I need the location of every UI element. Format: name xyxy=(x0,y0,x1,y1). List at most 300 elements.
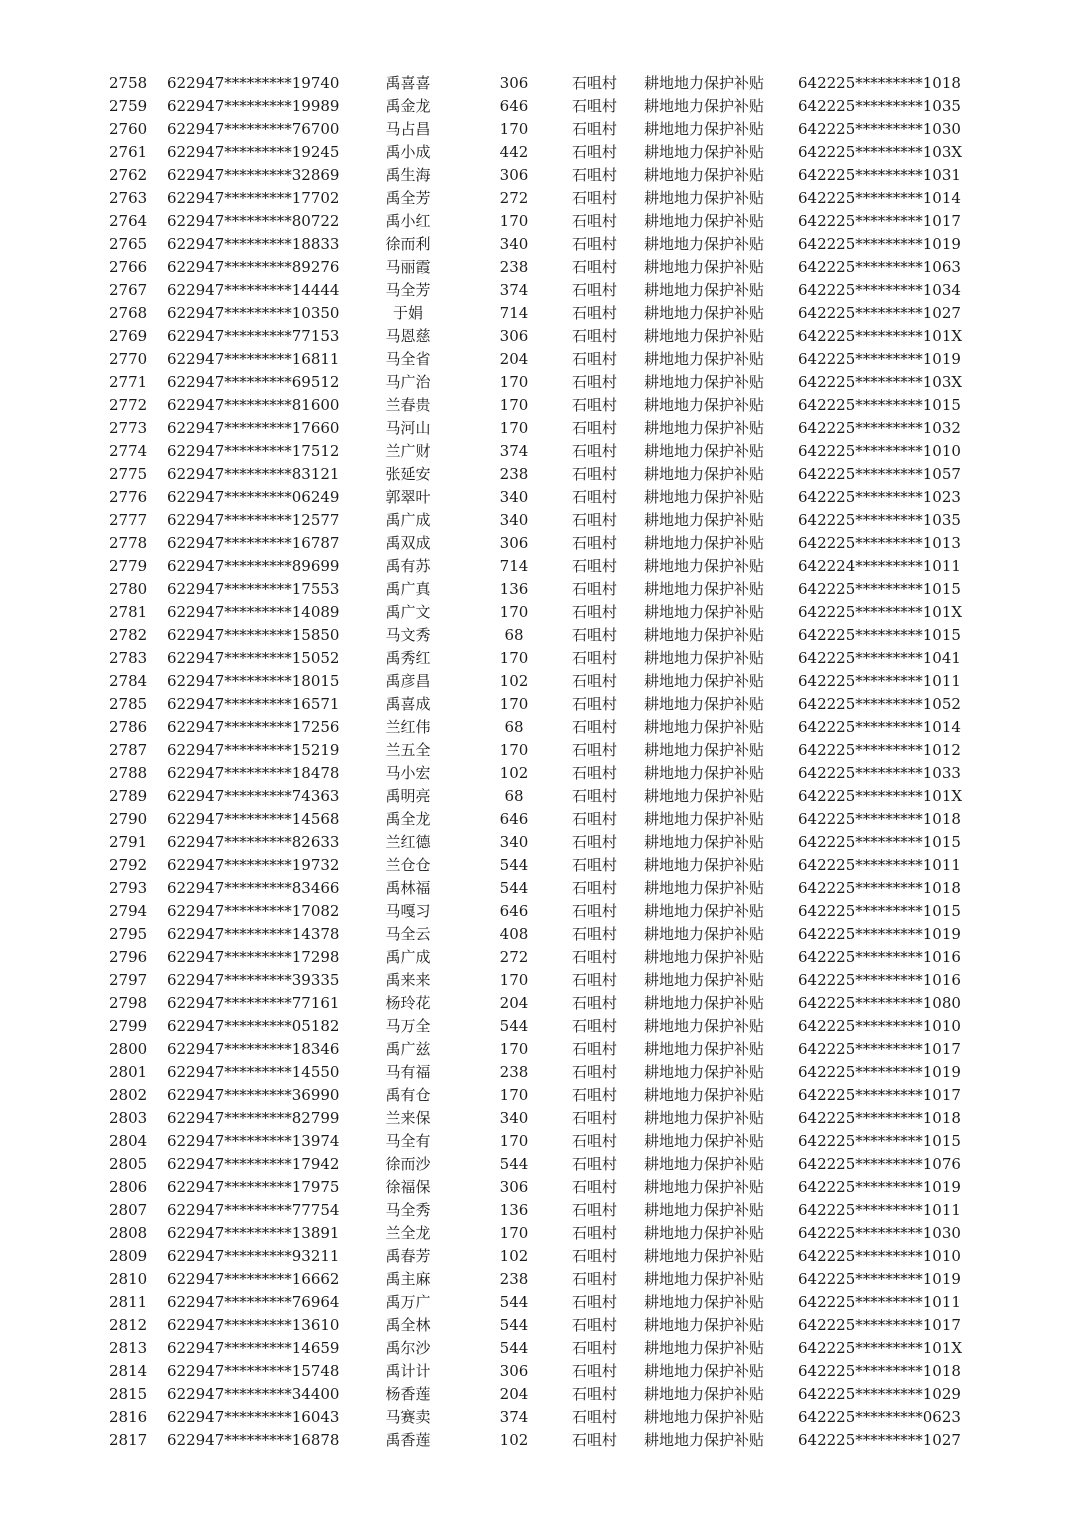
bank-account-number: 622947*********17942 xyxy=(167,1155,340,1173)
bank-account-number: 622947*********83121 xyxy=(167,465,340,483)
table-row xyxy=(0,1429,1074,1452)
subsidy-amount: 544 xyxy=(499,1339,529,1357)
row-number: 2762 xyxy=(109,166,148,184)
recipient-name: 禹秀红 xyxy=(385,649,431,667)
row-number: 2778 xyxy=(109,534,148,552)
recipient-name: 禹香莲 xyxy=(385,1431,431,1449)
recipient-name: 禹喜成 xyxy=(385,695,431,713)
row-number: 2789 xyxy=(109,787,148,805)
subsidy-type: 耕地地力保护补贴 xyxy=(644,557,765,575)
row-number: 2800 xyxy=(109,1040,148,1058)
village-name: 石咀村 xyxy=(572,189,618,207)
village-name: 石咀村 xyxy=(572,74,618,92)
bank-account-number: 622947*********14378 xyxy=(167,925,340,943)
subsidy-amount: 646 xyxy=(499,810,529,828)
recipient-name: 兰来保 xyxy=(385,1109,431,1127)
row-number: 2775 xyxy=(109,465,148,483)
row-number: 2809 xyxy=(109,1247,148,1265)
bank-account-number: 622947*********77754 xyxy=(167,1201,340,1219)
table-row xyxy=(0,762,1074,785)
row-number: 2786 xyxy=(109,718,148,736)
subsidy-amount: 204 xyxy=(499,994,529,1012)
bank-account-number: 622947*********14550 xyxy=(167,1063,340,1081)
table-row xyxy=(0,647,1074,670)
village-name: 石咀村 xyxy=(572,97,618,115)
village-name: 石咀村 xyxy=(572,304,618,322)
subsidy-type: 耕地地力保护补贴 xyxy=(644,718,765,736)
table-row xyxy=(0,555,1074,578)
subsidy-amount: 340 xyxy=(499,511,529,529)
village-name: 石咀村 xyxy=(572,1431,618,1449)
recipient-name: 马全云 xyxy=(385,925,431,943)
village-name: 石咀村 xyxy=(572,281,618,299)
id-card-number: 642225*********103X xyxy=(798,373,963,391)
village-name: 石咀村 xyxy=(572,1293,618,1311)
id-card-number: 642225*********1041 xyxy=(798,649,961,667)
village-name: 石咀村 xyxy=(572,626,618,644)
id-card-number: 642225*********0623 xyxy=(798,1408,961,1426)
id-card-number: 642225*********1019 xyxy=(798,925,961,943)
subsidy-type: 耕地地力保护补贴 xyxy=(644,1040,765,1058)
row-number: 2767 xyxy=(109,281,148,299)
row-number: 2813 xyxy=(109,1339,148,1357)
recipient-name: 禹尔沙 xyxy=(385,1339,431,1357)
subsidy-amount: 544 xyxy=(499,1155,529,1173)
subsidy-type: 耕地地力保护补贴 xyxy=(644,1109,765,1127)
table-row xyxy=(0,693,1074,716)
row-number: 2801 xyxy=(109,1063,148,1081)
table-row xyxy=(0,877,1074,900)
recipient-name: 马恩慈 xyxy=(385,327,431,345)
village-name: 石咀村 xyxy=(572,902,618,920)
id-card-number: 642225*********1018 xyxy=(798,810,961,828)
bank-account-number: 622947*********13610 xyxy=(167,1316,340,1334)
village-name: 石咀村 xyxy=(572,1385,618,1403)
village-name: 石咀村 xyxy=(572,442,618,460)
table-row xyxy=(0,831,1074,854)
id-card-number: 642225*********1019 xyxy=(798,1178,961,1196)
row-number: 2807 xyxy=(109,1201,148,1219)
id-card-number: 642225*********1080 xyxy=(798,994,961,1012)
recipient-name: 禹广真 xyxy=(385,580,431,598)
bank-account-number: 622947*********17702 xyxy=(167,189,340,207)
subsidy-amount: 68 xyxy=(504,787,524,805)
table-row xyxy=(0,854,1074,877)
subsidy-type: 耕地地力保护补贴 xyxy=(644,281,765,299)
row-number: 2808 xyxy=(109,1224,148,1242)
recipient-name: 杨香莲 xyxy=(385,1385,431,1403)
subsidy-amount: 170 xyxy=(499,212,529,230)
subsidy-type: 耕地地力保护补贴 xyxy=(644,1339,765,1357)
subsidy-amount: 306 xyxy=(499,1178,529,1196)
table-row xyxy=(0,164,1074,187)
village-name: 石咀村 xyxy=(572,235,618,253)
bank-account-number: 622947*********18346 xyxy=(167,1040,340,1058)
subsidy-amount: 136 xyxy=(499,580,529,598)
row-number: 2759 xyxy=(109,97,148,115)
bank-account-number: 622947*********16662 xyxy=(167,1270,340,1288)
subsidy-type: 耕地地力保护补贴 xyxy=(644,672,765,690)
recipient-name: 禹全芳 xyxy=(385,189,431,207)
bank-account-number: 622947*********14444 xyxy=(167,281,340,299)
village-name: 石咀村 xyxy=(572,1339,618,1357)
id-card-number: 642225*********103X xyxy=(798,143,963,161)
village-name: 石咀村 xyxy=(572,419,618,437)
id-card-number: 642225*********1035 xyxy=(798,511,961,529)
subsidy-table xyxy=(0,72,1074,1452)
bank-account-number: 622947*********80722 xyxy=(167,212,340,230)
recipient-name: 马河山 xyxy=(385,419,431,437)
recipient-name: 于娟 xyxy=(392,304,423,322)
recipient-name: 兰五全 xyxy=(385,741,431,759)
bank-account-number: 622947*********19245 xyxy=(167,143,340,161)
subsidy-type: 耕地地力保护补贴 xyxy=(644,419,765,437)
table-row xyxy=(0,1337,1074,1360)
bank-account-number: 622947*********18015 xyxy=(167,672,340,690)
subsidy-type: 耕地地力保护补贴 xyxy=(644,787,765,805)
village-name: 石咀村 xyxy=(572,718,618,736)
subsidy-amount: 204 xyxy=(499,350,529,368)
subsidy-type: 耕地地力保护补贴 xyxy=(644,833,765,851)
subsidy-amount: 102 xyxy=(499,1431,529,1449)
recipient-name: 徐而利 xyxy=(385,235,431,253)
table-row xyxy=(0,1084,1074,1107)
recipient-name: 兰广财 xyxy=(385,442,431,460)
subsidy-amount: 714 xyxy=(499,304,529,322)
row-number: 2795 xyxy=(109,925,148,943)
village-name: 石咀村 xyxy=(572,948,618,966)
village-name: 石咀村 xyxy=(572,350,618,368)
recipient-name: 禹计计 xyxy=(385,1362,431,1380)
subsidy-amount: 238 xyxy=(499,465,529,483)
id-card-number: 642225*********101X xyxy=(798,327,963,345)
row-number: 2782 xyxy=(109,626,148,644)
id-card-number: 642225*********1030 xyxy=(798,120,961,138)
subsidy-amount: 170 xyxy=(499,1086,529,1104)
table-row xyxy=(0,716,1074,739)
bank-account-number: 622947*********18478 xyxy=(167,764,340,782)
recipient-name: 兰仓仓 xyxy=(385,856,431,874)
row-number: 2766 xyxy=(109,258,148,276)
bank-account-number: 622947*********17512 xyxy=(167,442,340,460)
row-number: 2780 xyxy=(109,580,148,598)
id-card-number: 642225*********1018 xyxy=(798,879,961,897)
id-card-number: 642225*********101X xyxy=(798,603,963,621)
recipient-name: 禹有仓 xyxy=(385,1086,431,1104)
row-number: 2804 xyxy=(109,1132,148,1150)
subsidy-amount: 170 xyxy=(499,695,529,713)
subsidy-amount: 544 xyxy=(499,879,529,897)
subsidy-amount: 374 xyxy=(499,1408,529,1426)
table-row xyxy=(0,923,1074,946)
subsidy-type: 耕地地力保护补贴 xyxy=(644,1086,765,1104)
id-card-number: 642225*********1052 xyxy=(798,695,961,713)
subsidy-amount: 340 xyxy=(499,1109,529,1127)
row-number: 2798 xyxy=(109,994,148,1012)
subsidy-amount: 544 xyxy=(499,1316,529,1334)
recipient-name: 马文秀 xyxy=(385,626,431,644)
row-number: 2776 xyxy=(109,488,148,506)
recipient-name: 马小宏 xyxy=(385,764,431,782)
id-card-number: 642225*********1015 xyxy=(798,396,961,414)
row-number: 2783 xyxy=(109,649,148,667)
village-name: 石咀村 xyxy=(572,557,618,575)
subsidy-amount: 374 xyxy=(499,442,529,460)
bank-account-number: 622947*********69512 xyxy=(167,373,340,391)
id-card-number: 642225*********1014 xyxy=(798,189,961,207)
bank-account-number: 622947*********15219 xyxy=(167,741,340,759)
subsidy-amount: 340 xyxy=(499,833,529,851)
subsidy-type: 耕地地力保护补贴 xyxy=(644,258,765,276)
id-card-number: 642225*********1017 xyxy=(798,1086,961,1104)
subsidy-type: 耕地地力保护补贴 xyxy=(644,1155,765,1173)
bank-account-number: 622947*********16043 xyxy=(167,1408,340,1426)
bank-account-number: 622947*********76964 xyxy=(167,1293,340,1311)
id-card-number: 642225*********1035 xyxy=(798,97,961,115)
subsidy-type: 耕地地力保护补贴 xyxy=(644,810,765,828)
row-number: 2791 xyxy=(109,833,148,851)
table-row xyxy=(0,1383,1074,1406)
row-number: 2769 xyxy=(109,327,148,345)
bank-account-number: 622947*********16787 xyxy=(167,534,340,552)
subsidy-type: 耕地地力保护补贴 xyxy=(644,580,765,598)
table-row xyxy=(0,578,1074,601)
table-row xyxy=(0,1061,1074,1084)
bank-account-number: 622947*********89276 xyxy=(167,258,340,276)
table-row xyxy=(0,348,1074,371)
subsidy-amount: 170 xyxy=(499,373,529,391)
village-name: 石咀村 xyxy=(572,327,618,345)
id-card-number: 642225*********1011 xyxy=(798,1201,961,1219)
table-row xyxy=(0,1222,1074,1245)
subsidy-type: 耕地地力保护补贴 xyxy=(644,741,765,759)
bank-account-number: 622947*********76700 xyxy=(167,120,340,138)
bank-account-number: 622947*********05182 xyxy=(167,1017,340,1035)
bank-account-number: 622947*********14568 xyxy=(167,810,340,828)
id-card-number: 642225*********1015 xyxy=(798,1132,961,1150)
village-name: 石咀村 xyxy=(572,258,618,276)
subsidy-amount: 170 xyxy=(499,603,529,621)
subsidy-amount: 170 xyxy=(499,1040,529,1058)
table-row xyxy=(0,394,1074,417)
id-card-number: 642225*********1012 xyxy=(798,741,961,759)
village-name: 石咀村 xyxy=(572,833,618,851)
recipient-name: 马丽霞 xyxy=(385,258,431,276)
village-name: 石咀村 xyxy=(572,856,618,874)
subsidy-amount: 442 xyxy=(499,143,529,161)
id-card-number: 642225*********1015 xyxy=(798,626,961,644)
recipient-name: 马有福 xyxy=(385,1063,431,1081)
village-name: 石咀村 xyxy=(572,764,618,782)
table-row xyxy=(0,72,1074,95)
recipient-name: 禹小红 xyxy=(385,212,431,230)
table-row xyxy=(0,739,1074,762)
recipient-name: 禹春芳 xyxy=(385,1247,431,1265)
subsidy-type: 耕地地力保护补贴 xyxy=(644,1270,765,1288)
table-row xyxy=(0,1406,1074,1429)
table-row xyxy=(0,1015,1074,1038)
bank-account-number: 622947*********93211 xyxy=(167,1247,340,1265)
bank-account-number: 622947*********82633 xyxy=(167,833,340,851)
village-name: 石咀村 xyxy=(572,373,618,391)
recipient-name: 马全秀 xyxy=(385,1201,431,1219)
bank-account-number: 622947*********17256 xyxy=(167,718,340,736)
village-name: 石咀村 xyxy=(572,787,618,805)
subsidy-amount: 68 xyxy=(504,718,524,736)
table-row xyxy=(0,601,1074,624)
row-number: 2763 xyxy=(109,189,148,207)
subsidy-type: 耕地地力保护补贴 xyxy=(644,350,765,368)
id-card-number: 642225*********1063 xyxy=(798,258,961,276)
recipient-name: 马广治 xyxy=(385,373,431,391)
id-card-number: 642225*********1029 xyxy=(798,1385,961,1403)
recipient-name: 马全芳 xyxy=(385,281,431,299)
row-number: 2760 xyxy=(109,120,148,138)
table-row xyxy=(0,1176,1074,1199)
village-name: 石咀村 xyxy=(572,741,618,759)
subsidy-type: 耕地地力保护补贴 xyxy=(644,902,765,920)
village-name: 石咀村 xyxy=(572,994,618,1012)
subsidy-type: 耕地地力保护补贴 xyxy=(644,1063,765,1081)
recipient-name: 禹小成 xyxy=(385,143,431,161)
recipient-name: 马嘎习 xyxy=(385,902,431,920)
row-number: 2787 xyxy=(109,741,148,759)
subsidy-amount: 170 xyxy=(499,649,529,667)
village-name: 石咀村 xyxy=(572,695,618,713)
subsidy-amount: 306 xyxy=(499,166,529,184)
table-row xyxy=(0,95,1074,118)
recipient-name: 禹双成 xyxy=(385,534,431,552)
table-row xyxy=(0,900,1074,923)
bank-account-number: 622947*********15748 xyxy=(167,1362,340,1380)
table-row xyxy=(0,808,1074,831)
id-card-number: 642225*********1016 xyxy=(798,971,961,989)
bank-account-number: 622947*********82799 xyxy=(167,1109,340,1127)
table-row xyxy=(0,1268,1074,1291)
row-number: 2777 xyxy=(109,511,148,529)
subsidy-type: 耕地地力保护补贴 xyxy=(644,1224,765,1242)
id-card-number: 642225*********1011 xyxy=(798,856,961,874)
recipient-name: 杨玲花 xyxy=(385,994,431,1012)
table-row xyxy=(0,1107,1074,1130)
subsidy-type: 耕地地力保护补贴 xyxy=(644,971,765,989)
id-card-number: 642225*********1016 xyxy=(798,948,961,966)
subsidy-type: 耕地地力保护补贴 xyxy=(644,143,765,161)
row-number: 2785 xyxy=(109,695,148,713)
subsidy-type: 耕地地力保护补贴 xyxy=(644,212,765,230)
id-card-number: 642225*********1033 xyxy=(798,764,961,782)
row-number: 2764 xyxy=(109,212,148,230)
row-number: 2765 xyxy=(109,235,148,253)
village-name: 石咀村 xyxy=(572,879,618,897)
subsidy-type: 耕地地力保护补贴 xyxy=(644,649,765,667)
bank-account-number: 622947*********36990 xyxy=(167,1086,340,1104)
table-row xyxy=(0,785,1074,808)
village-name: 石咀村 xyxy=(572,1408,618,1426)
bank-account-number: 622947*********39335 xyxy=(167,971,340,989)
subsidy-type: 耕地地力保护补贴 xyxy=(644,396,765,414)
recipient-name: 兰全龙 xyxy=(385,1224,431,1242)
recipient-name: 禹明亮 xyxy=(385,787,431,805)
id-card-number: 642225*********1018 xyxy=(798,1109,961,1127)
subsidy-type: 耕地地力保护补贴 xyxy=(644,97,765,115)
subsidy-type: 耕地地力保护补贴 xyxy=(644,626,765,644)
row-number: 2794 xyxy=(109,902,148,920)
table-row xyxy=(0,440,1074,463)
village-name: 石咀村 xyxy=(572,511,618,529)
bank-account-number: 622947*********17553 xyxy=(167,580,340,598)
table-row xyxy=(0,1245,1074,1268)
village-name: 石咀村 xyxy=(572,1316,618,1334)
subsidy-amount: 136 xyxy=(499,1201,529,1219)
table-row xyxy=(0,1130,1074,1153)
row-number: 2797 xyxy=(109,971,148,989)
id-card-number: 642225*********1023 xyxy=(798,488,961,506)
subsidy-type: 耕地地力保护补贴 xyxy=(644,1431,765,1449)
row-number: 2812 xyxy=(109,1316,148,1334)
id-card-number: 642225*********1019 xyxy=(798,1270,961,1288)
bank-account-number: 622947*********17298 xyxy=(167,948,340,966)
bank-account-number: 622947*********19740 xyxy=(167,74,340,92)
village-name: 石咀村 xyxy=(572,488,618,506)
subsidy-type: 耕地地力保护补贴 xyxy=(644,235,765,253)
id-card-number: 642225*********1015 xyxy=(798,902,961,920)
subsidy-amount: 646 xyxy=(499,97,529,115)
subsidy-type: 耕地地力保护补贴 xyxy=(644,1293,765,1311)
subsidy-amount: 714 xyxy=(499,557,529,575)
subsidy-type: 耕地地力保护补贴 xyxy=(644,1316,765,1334)
recipient-name: 禹生海 xyxy=(385,166,431,184)
subsidy-type: 耕地地力保护补贴 xyxy=(644,994,765,1012)
subsidy-type: 耕地地力保护补贴 xyxy=(644,488,765,506)
village-name: 石咀村 xyxy=(572,925,618,943)
id-card-number: 642225*********1034 xyxy=(798,281,961,299)
id-card-number: 642225*********1030 xyxy=(798,1224,961,1242)
subsidy-amount: 170 xyxy=(499,1132,529,1150)
bank-account-number: 622947*********17660 xyxy=(167,419,340,437)
table-row xyxy=(0,463,1074,486)
row-number: 2781 xyxy=(109,603,148,621)
village-name: 石咀村 xyxy=(572,649,618,667)
subsidy-amount: 272 xyxy=(499,948,529,966)
subsidy-amount: 340 xyxy=(499,235,529,253)
subsidy-amount: 204 xyxy=(499,1385,529,1403)
id-card-number: 642225*********1010 xyxy=(798,442,961,460)
village-name: 石咀村 xyxy=(572,534,618,552)
village-name: 石咀村 xyxy=(572,1017,618,1035)
subsidy-type: 耕地地力保护补贴 xyxy=(644,166,765,184)
subsidy-type: 耕地地力保护补贴 xyxy=(644,879,765,897)
subsidy-amount: 170 xyxy=(499,120,529,138)
row-number: 2805 xyxy=(109,1155,148,1173)
table-row xyxy=(0,325,1074,348)
subsidy-amount: 68 xyxy=(504,626,524,644)
village-name: 石咀村 xyxy=(572,603,618,621)
row-number: 2774 xyxy=(109,442,148,460)
bank-account-number: 622947*********06249 xyxy=(167,488,340,506)
row-number: 2814 xyxy=(109,1362,148,1380)
row-number: 2772 xyxy=(109,396,148,414)
table-row xyxy=(0,1291,1074,1314)
id-card-number: 642225*********1017 xyxy=(798,1316,961,1334)
row-number: 2802 xyxy=(109,1086,148,1104)
row-number: 2817 xyxy=(109,1431,148,1449)
recipient-name: 禹来来 xyxy=(385,971,431,989)
row-number: 2773 xyxy=(109,419,148,437)
recipient-name: 马全有 xyxy=(385,1132,431,1150)
row-number: 2788 xyxy=(109,764,148,782)
bank-account-number: 622947*********14089 xyxy=(167,603,340,621)
